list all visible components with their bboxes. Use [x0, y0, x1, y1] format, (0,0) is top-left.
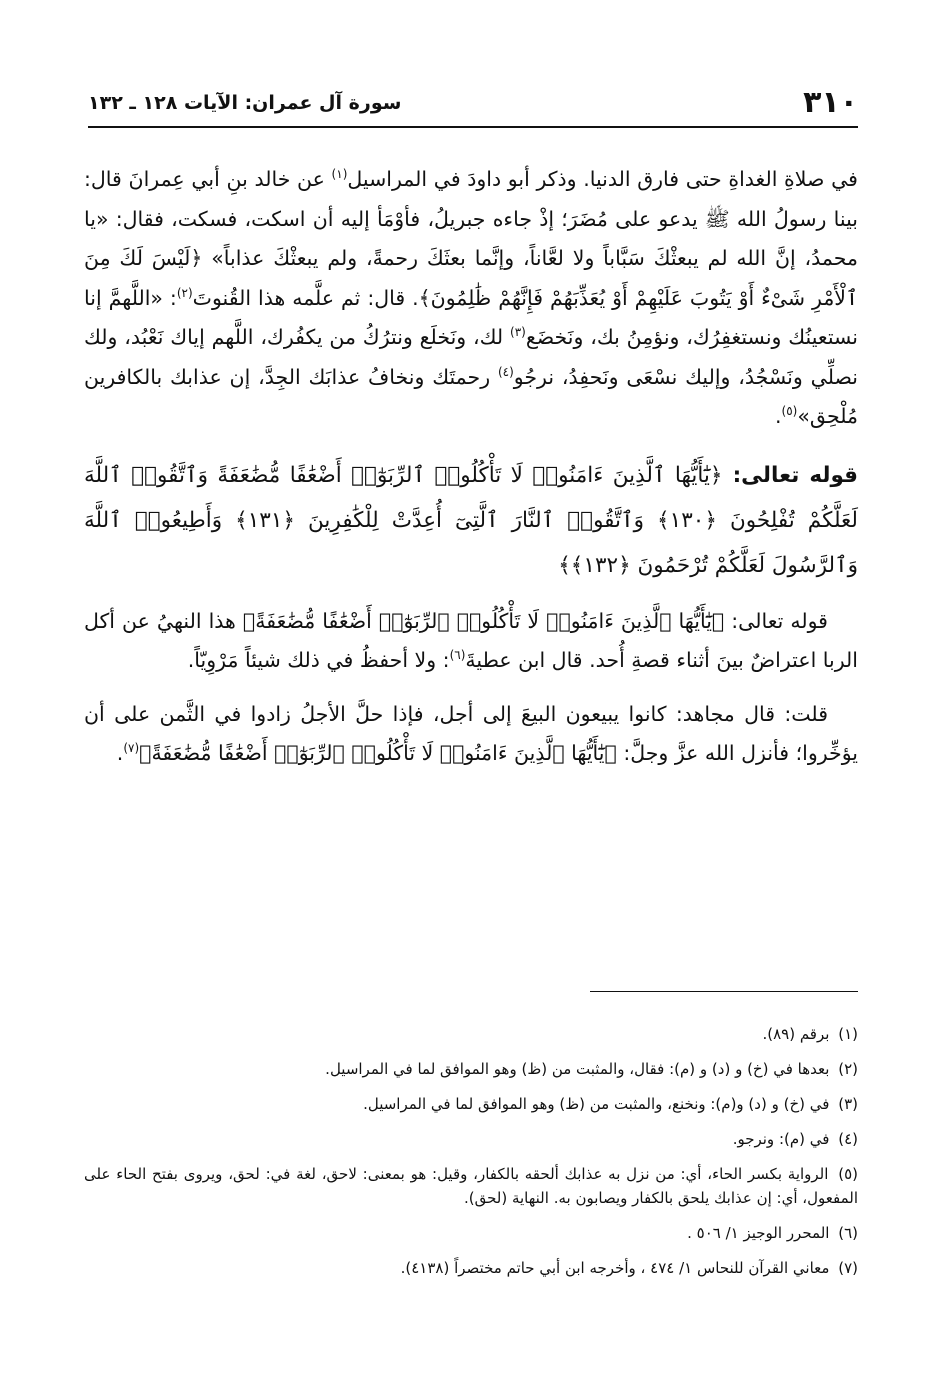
text-run: رحمتَك ونخافُ عذابَك الجِدَّ، إن عذابك بالكافرين مُلْحِق»: [84, 364, 858, 428]
footnote-text: برقم (٨٩).: [762, 1025, 830, 1043]
footnote-1: [84, 1022, 858, 1046]
footnote-ref-7: (٧): [123, 741, 140, 756]
footnote-number: (١): [838, 1025, 858, 1043]
footnote-number: (٧): [838, 1259, 858, 1277]
footnote-number: (٥): [838, 1165, 858, 1183]
footnote-number: (٣): [838, 1095, 858, 1113]
verse-text: ﴿يَٰٓأَيُّهَا ٱلَّذِينَ ءَامَنُوا۟ لَا تَأْكُلُوا۟ ٱلرِّبَوٰٓا۟ أَضْعَٰفًا مُّضَٰعَفَةً وَٱتَّقُوا۟ ٱللَّهَ لَعَلَّكُمْ تُفْلِحُونَ ﴿١٣٠﴾ وَٱتَّقُوا۟ ٱلنَّارَ ٱلَّتِىٓ أُعِدَّتْ لِلْكَٰفِرِينَ ﴿١٣١﴾ وَأَطِيعُوا۟ ٱللَّهَ وَٱلرَّسُولَ لَعَلَّكُمْ تُرْحَمُونَ ﴿١٣٢﴾﴾: [84, 462, 858, 578]
paragraph-2: [84, 602, 858, 681]
footnote-divider: [590, 991, 858, 992]
paragraph-3: [84, 695, 858, 774]
text-run: في صلاةِ الغداةِ حتى فارق الدنيا. وذكر أبو داودَ في المراسيل: [347, 167, 858, 191]
footnote-text: في (م): ونرجو.: [732, 1130, 830, 1148]
quran-quote: ﴿يَٰٓأَيُّهَا ٱلَّذِينَ ءَامَنُوا۟ لَا تَأْكُلُوا۟ ٱلرِّبَوٰٓا۟ أَضْعَٰفًا مُّضَٰعَفَةً﴾: [242, 608, 725, 633]
paragraph-1: [84, 160, 858, 437]
text-run: لك، ونَخلَع ونترُكُ من يكفُرك، اللَّهم إياك نَعْبُد، ولك نصلِّي ونَسْجُدُ، وإليك نسْعَى ونَحفِدُ، نرجُو: [84, 325, 858, 389]
footnote-text: معاني القرآن للنحاس ١/ ٤٧٤ ، وأخرجه ابن أبي حاتم مختصراً (٤١٣٨).: [400, 1259, 830, 1277]
footnote-text: المحرر الوجيز ١/ ٥٠٦ .: [687, 1224, 830, 1242]
footnote-ref-4: (٤): [497, 364, 514, 379]
footnote-ref-2: (٢): [176, 285, 193, 300]
footnote-2: [84, 1057, 858, 1081]
footnote-number: (٦): [838, 1224, 858, 1242]
text-run: عن خالد بنِ أبي عِمرانَ قال: بينا رسولُ الله ﷺ يدعو على مُضَرَ؛ إذْ جاءه جبريلُ، فأوْمَأ إليه أن اسكت، فسكت، فقال: «يا محمدُ، إنَّ الله لم يبعثْكَ سَبَّاباً ولا لعَّاناً، وإنَّما بعثَكَ رحمةً، ولم يبعثْكَ عذاباً»: [84, 167, 858, 270]
text-run: هذا النهيُ عن أكل الربا اعتراضٌ بينَ أثناء قصةِ أُحد. قال ابن عطيةَ: [84, 608, 858, 672]
footnote-3: [84, 1092, 858, 1116]
text-run: . قال: ثم علَّمه هذا القُنوتَ: [192, 285, 419, 310]
footnote-ref-1: (١): [331, 167, 348, 182]
text-run: : «اللَّهمَّ إنا نستعينُك ونستغفِرُك، ونؤمِنُ بك، ونَخضَع: [84, 285, 858, 349]
text-run: .: [116, 741, 124, 765]
running-title: سورة آل عمران: الآيات ١٢٨ ـ ١٣٢: [88, 92, 402, 114]
footnote-number: (٢): [838, 1060, 858, 1078]
footnote-7: [84, 1256, 858, 1280]
footnote-5: [84, 1162, 858, 1210]
text-run: قوله تعالى:: [724, 608, 828, 633]
verse-heading: [84, 453, 858, 588]
main-text: [84, 160, 858, 788]
quran-quote: ﴿لَيْسَ لَكَ مِنَ ٱلْأَمْرِ شَىْءٌ أَوْ يَتُوبَ عَلَيْهِمْ أَوْ يُعَذِّبَهُمْ فَإِنَّهُمْ ظَٰلِمُونَ﴾: [84, 246, 859, 310]
footnote-4: [84, 1127, 858, 1151]
footnote-text: في (خ) و (د) و(م): ونخنع، والمثبت من (ظ) وهو الموافق لما في المراسيل.: [363, 1095, 830, 1113]
footnote-6: [84, 1221, 858, 1245]
page-number: ٣١٠: [803, 85, 858, 120]
footnote-ref-6: (٦): [449, 648, 466, 663]
text-run: .: [775, 404, 782, 428]
footnote-ref-3: (٣): [510, 325, 526, 340]
footnotes: [84, 1022, 858, 1291]
text-run: : ولا أحفظُ في ذلك شيئاً مَرْوِيّاً.: [187, 648, 450, 672]
footnote-text: بعدها في (خ) و (د) و (م): فقال، والمثبت من (ظ) وهو الموافق لما في المراسيل.: [325, 1060, 830, 1078]
verse-lead: قوله تعالى:: [722, 462, 859, 488]
running-head: [88, 86, 858, 128]
footnote-number: (٤): [838, 1130, 858, 1148]
footnote-text: الرواية بكسر الحاء، أي: من نزل به عذابك ألحقه بالكفار، وقيل: هو بمعنى: لاحق، لغة في: لحق، ويروى بفتح الحاء على المفعول، أي: إن عذابك يلحق بالكفار ويصابون به. النهاية (لحق).: [84, 1165, 858, 1207]
footnote-ref-5: (٥): [781, 404, 798, 419]
quran-quote: ﴿يَٰٓأَيُّهَا ٱلَّذِينَ ءَامَنُوا۟ لَا تَأْكُلُوا۟ ٱلرِّبَوٰٓا۟ أَضْعَٰفًا مُّضَٰعَفَةً﴾: [139, 741, 617, 765]
text-run: قلت: قال مجاهد: كانوا يبيعون البيعَ إلى أجل، فإذا حلَّ الأجلُ زادوا في الثَّمن على أن يؤخِّروا؛ فأنزل الله عزَّ وجلَّ:: [84, 701, 858, 765]
